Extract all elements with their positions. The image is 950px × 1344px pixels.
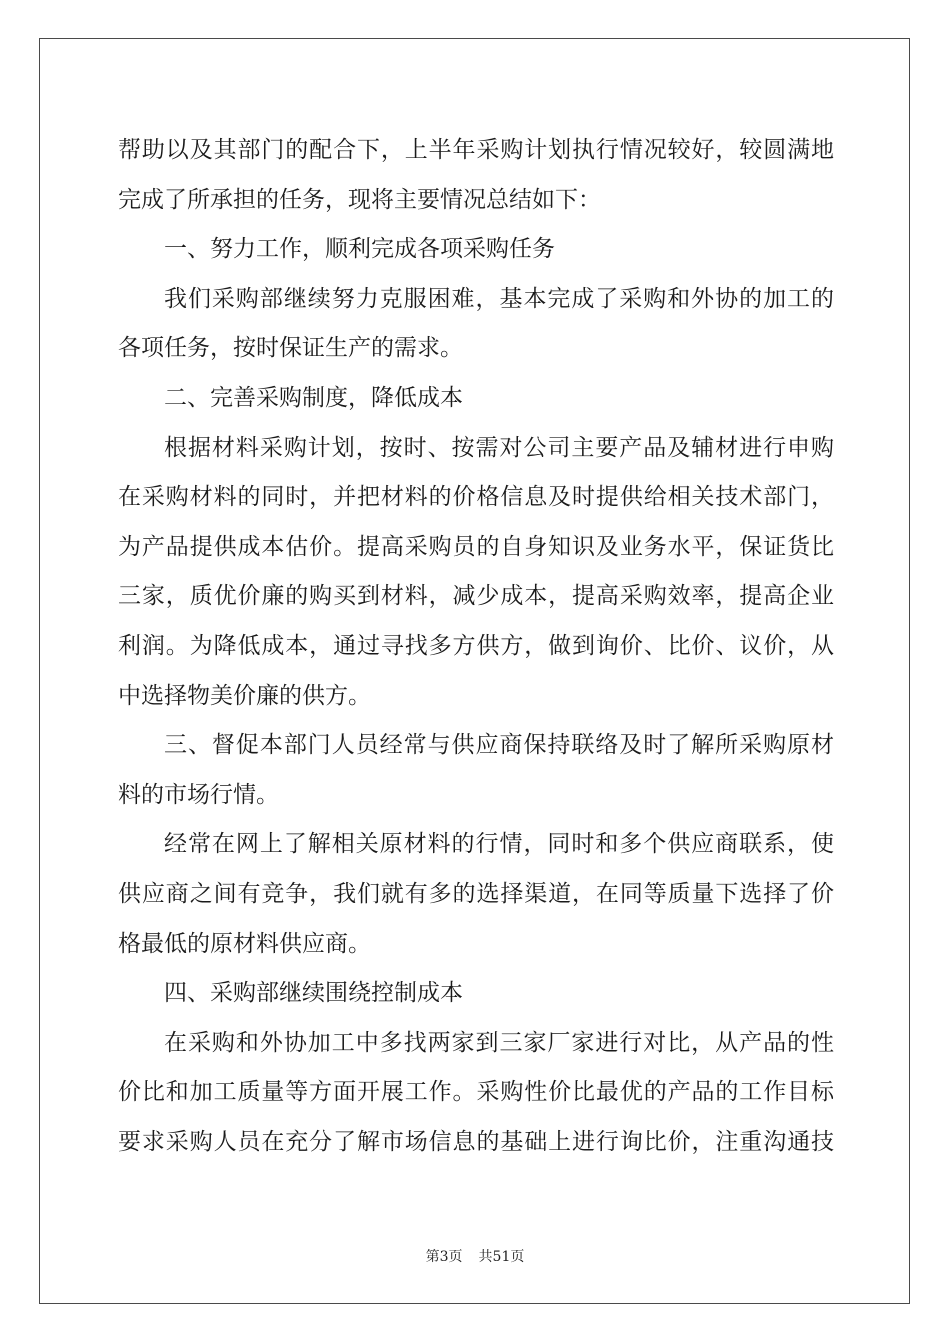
- text-line: 我们采购部继续努力克服困难，基本完成了采购和外协的加工的: [164, 285, 834, 312]
- text-line: 中选择物美价廉的供方。: [118, 682, 371, 709]
- text-line: 要求采购人员在充分了解市场信息的基础上进行询比价，注重沟通技: [118, 1128, 834, 1155]
- text-line: 供应商之间有竞争，我们就有多的选择渠道，在同等质量下选择了价: [118, 880, 834, 907]
- text-line: 在采购和外协加工中多找两家到三家厂家进行对比，从产品的性: [164, 1029, 834, 1056]
- text-line: 各项任务，按时保证生产的需求。: [118, 335, 463, 362]
- page-total: 共51页: [478, 1249, 525, 1265]
- text-line: 三家，质优价廉的购买到材料，减少成本，提高采购效率，提高企业: [118, 583, 834, 610]
- text-line: 利润。为降低成本，通过寻找多方供方，做到询价、比价、议价，从: [118, 632, 834, 659]
- page-footer: [0, 1246, 950, 1266]
- text-line: 经常在网上了解相关原材料的行情，同时和多个供应商联系，使: [164, 831, 834, 858]
- section-heading: 四、采购部继续围绕控制成本: [164, 980, 463, 1007]
- text-line: 格最低的原材料供应商。: [118, 930, 371, 957]
- text-line: 在采购材料的同时，并把材料的价格信息及时提供给相关技术部门，: [118, 484, 834, 511]
- text-line: 完成了所承担的任务，现将主要情况总结如下：: [118, 186, 601, 213]
- text-line: 根据材料采购计划，按时、按需对公司主要产品及辅材进行申购: [164, 434, 834, 461]
- page-number: 第3页: [425, 1249, 463, 1265]
- document-body: [118, 126, 834, 1167]
- text-line: 帮助以及其部门的配合下，上半年采购计划执行情况较好，较圆满地: [118, 137, 834, 163]
- section-heading: 二、完善采购制度，降低成本: [164, 384, 463, 411]
- text-line: 料的市场行情。: [118, 781, 279, 808]
- section-heading: 一、努力工作，顺利完成各项采购任务: [164, 236, 555, 263]
- section-heading: 三、督促本部门人员经常与供应商保持联络及时了解所采购原材: [164, 732, 834, 759]
- text-line: 为产品提供成本估价。提高采购员的自身知识及业务水平，保证货比: [118, 533, 834, 560]
- text-line: 价比和加工质量等方面开展工作。采购性价比最优的产品的工作目标: [118, 1079, 834, 1106]
